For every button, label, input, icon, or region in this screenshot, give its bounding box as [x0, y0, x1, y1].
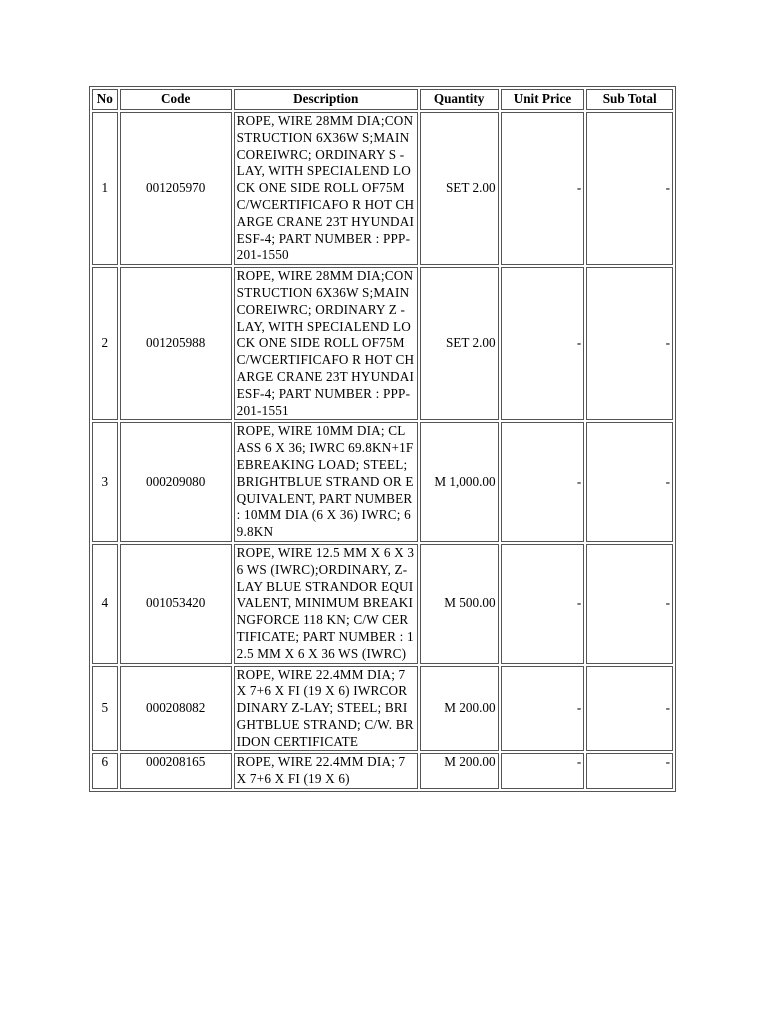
cell-unit-price: -	[501, 422, 585, 542]
table-row	[92, 544, 673, 664]
cell-no: 1	[92, 112, 118, 265]
table-row	[92, 666, 673, 752]
cell-unit-price: -	[501, 112, 585, 265]
cell-code: 000208165	[120, 753, 232, 789]
cell-code: 001205988	[120, 267, 232, 420]
cell-unit-price: -	[501, 666, 585, 752]
header-code: Code	[120, 89, 232, 110]
cell-quantity: M 200.00	[420, 753, 499, 789]
header-no: No	[92, 89, 118, 110]
cell-no: 3	[92, 422, 118, 542]
cell-sub-total: -	[586, 112, 673, 265]
cell-code: 000209080	[120, 422, 232, 542]
cell-quantity: M 200.00	[420, 666, 499, 752]
header-sub-total: Sub Total	[586, 89, 673, 110]
cell-description: ROPE, WIRE 22.4MM DIA; 7 X 7+6 X FI (19 X 6) IWRCORDINARY Z-LAY; STEEL; BRIGHTBLUE STRAND; C/W. BRIDON CERTIFICATE	[234, 666, 418, 752]
table-row	[92, 422, 673, 542]
cell-sub-total: -	[586, 666, 673, 752]
cell-description: ROPE, WIRE 12.5 MM X 6 X 36 WS (IWRC);ORDINARY, Z-LAY BLUE STRANDOR EQUIVALENT, MINIMUM BREAKINGFORCE 118 KN; C/W CERTIFICATE; PART NUMBER : 12.5 MM X 6 X 36 WS (IWRC)	[234, 544, 418, 664]
cell-sub-total: -	[586, 753, 673, 789]
cell-unit-price: -	[501, 544, 585, 664]
cell-description: ROPE, WIRE 28MM DIA;CONSTRUCTION 6X36W S;MAIN COREIWRC; ORDINARY S - LAY, WITH SPECIALEND LOCK ONE SIDE ROLL OF75MC/WCERTIFICAFO R HOT CHARGE CRANE 23T HYUNDAI ESF-4; PART NUMBER : PPP-201-1550	[234, 112, 418, 265]
cell-quantity: SET 2.00	[420, 267, 499, 420]
items-table	[89, 86, 676, 792]
header-description: Description	[234, 89, 418, 110]
cell-no: 2	[92, 267, 118, 420]
cell-description: ROPE, WIRE 28MM DIA;CONSTRUCTION 6X36W S;MAIN COREIWRC; ORDINARY Z - LAY, WITH SPECIALEND LOCK ONE SIDE ROLL OF75MC/WCERTIFICAFO R HOT CHARGE CRANE 23T HYUNDAI ESF-4; PART NUMBER : PPP-201-1551	[234, 267, 418, 420]
header-unit-price: Unit Price	[501, 89, 585, 110]
cell-sub-total: -	[586, 267, 673, 420]
table-header-row	[92, 89, 673, 110]
cell-unit-price: -	[501, 267, 585, 420]
table-row	[92, 267, 673, 420]
cell-unit-price: -	[501, 753, 585, 789]
cell-description: ROPE, WIRE 22.4MM DIA; 7 X 7+6 X FI (19 X 6)	[234, 753, 418, 789]
table-row	[92, 112, 673, 265]
cell-sub-total: -	[586, 544, 673, 664]
cell-code: 001053420	[120, 544, 232, 664]
cell-sub-total: -	[586, 422, 673, 542]
cell-no: 5	[92, 666, 118, 752]
cell-description: ROPE, WIRE 10MM DIA; CLASS 6 X 36; IWRC 69.8KN+1FEBREAKING LOAD; STEEL; BRIGHTBLUE STRAND OR EQUIVALENT, PART NUMBER : 10MM DIA (6 X 36) IWRC; 69.8KN	[234, 422, 418, 542]
cell-no: 6	[92, 753, 118, 789]
header-quantity: Quantity	[420, 89, 499, 110]
cell-quantity: M 500.00	[420, 544, 499, 664]
table-row	[92, 753, 673, 789]
cell-no: 4	[92, 544, 118, 664]
cell-quantity: M 1,000.00	[420, 422, 499, 542]
cell-code: 000208082	[120, 666, 232, 752]
cell-quantity: SET 2.00	[420, 112, 499, 265]
cell-code: 001205970	[120, 112, 232, 265]
